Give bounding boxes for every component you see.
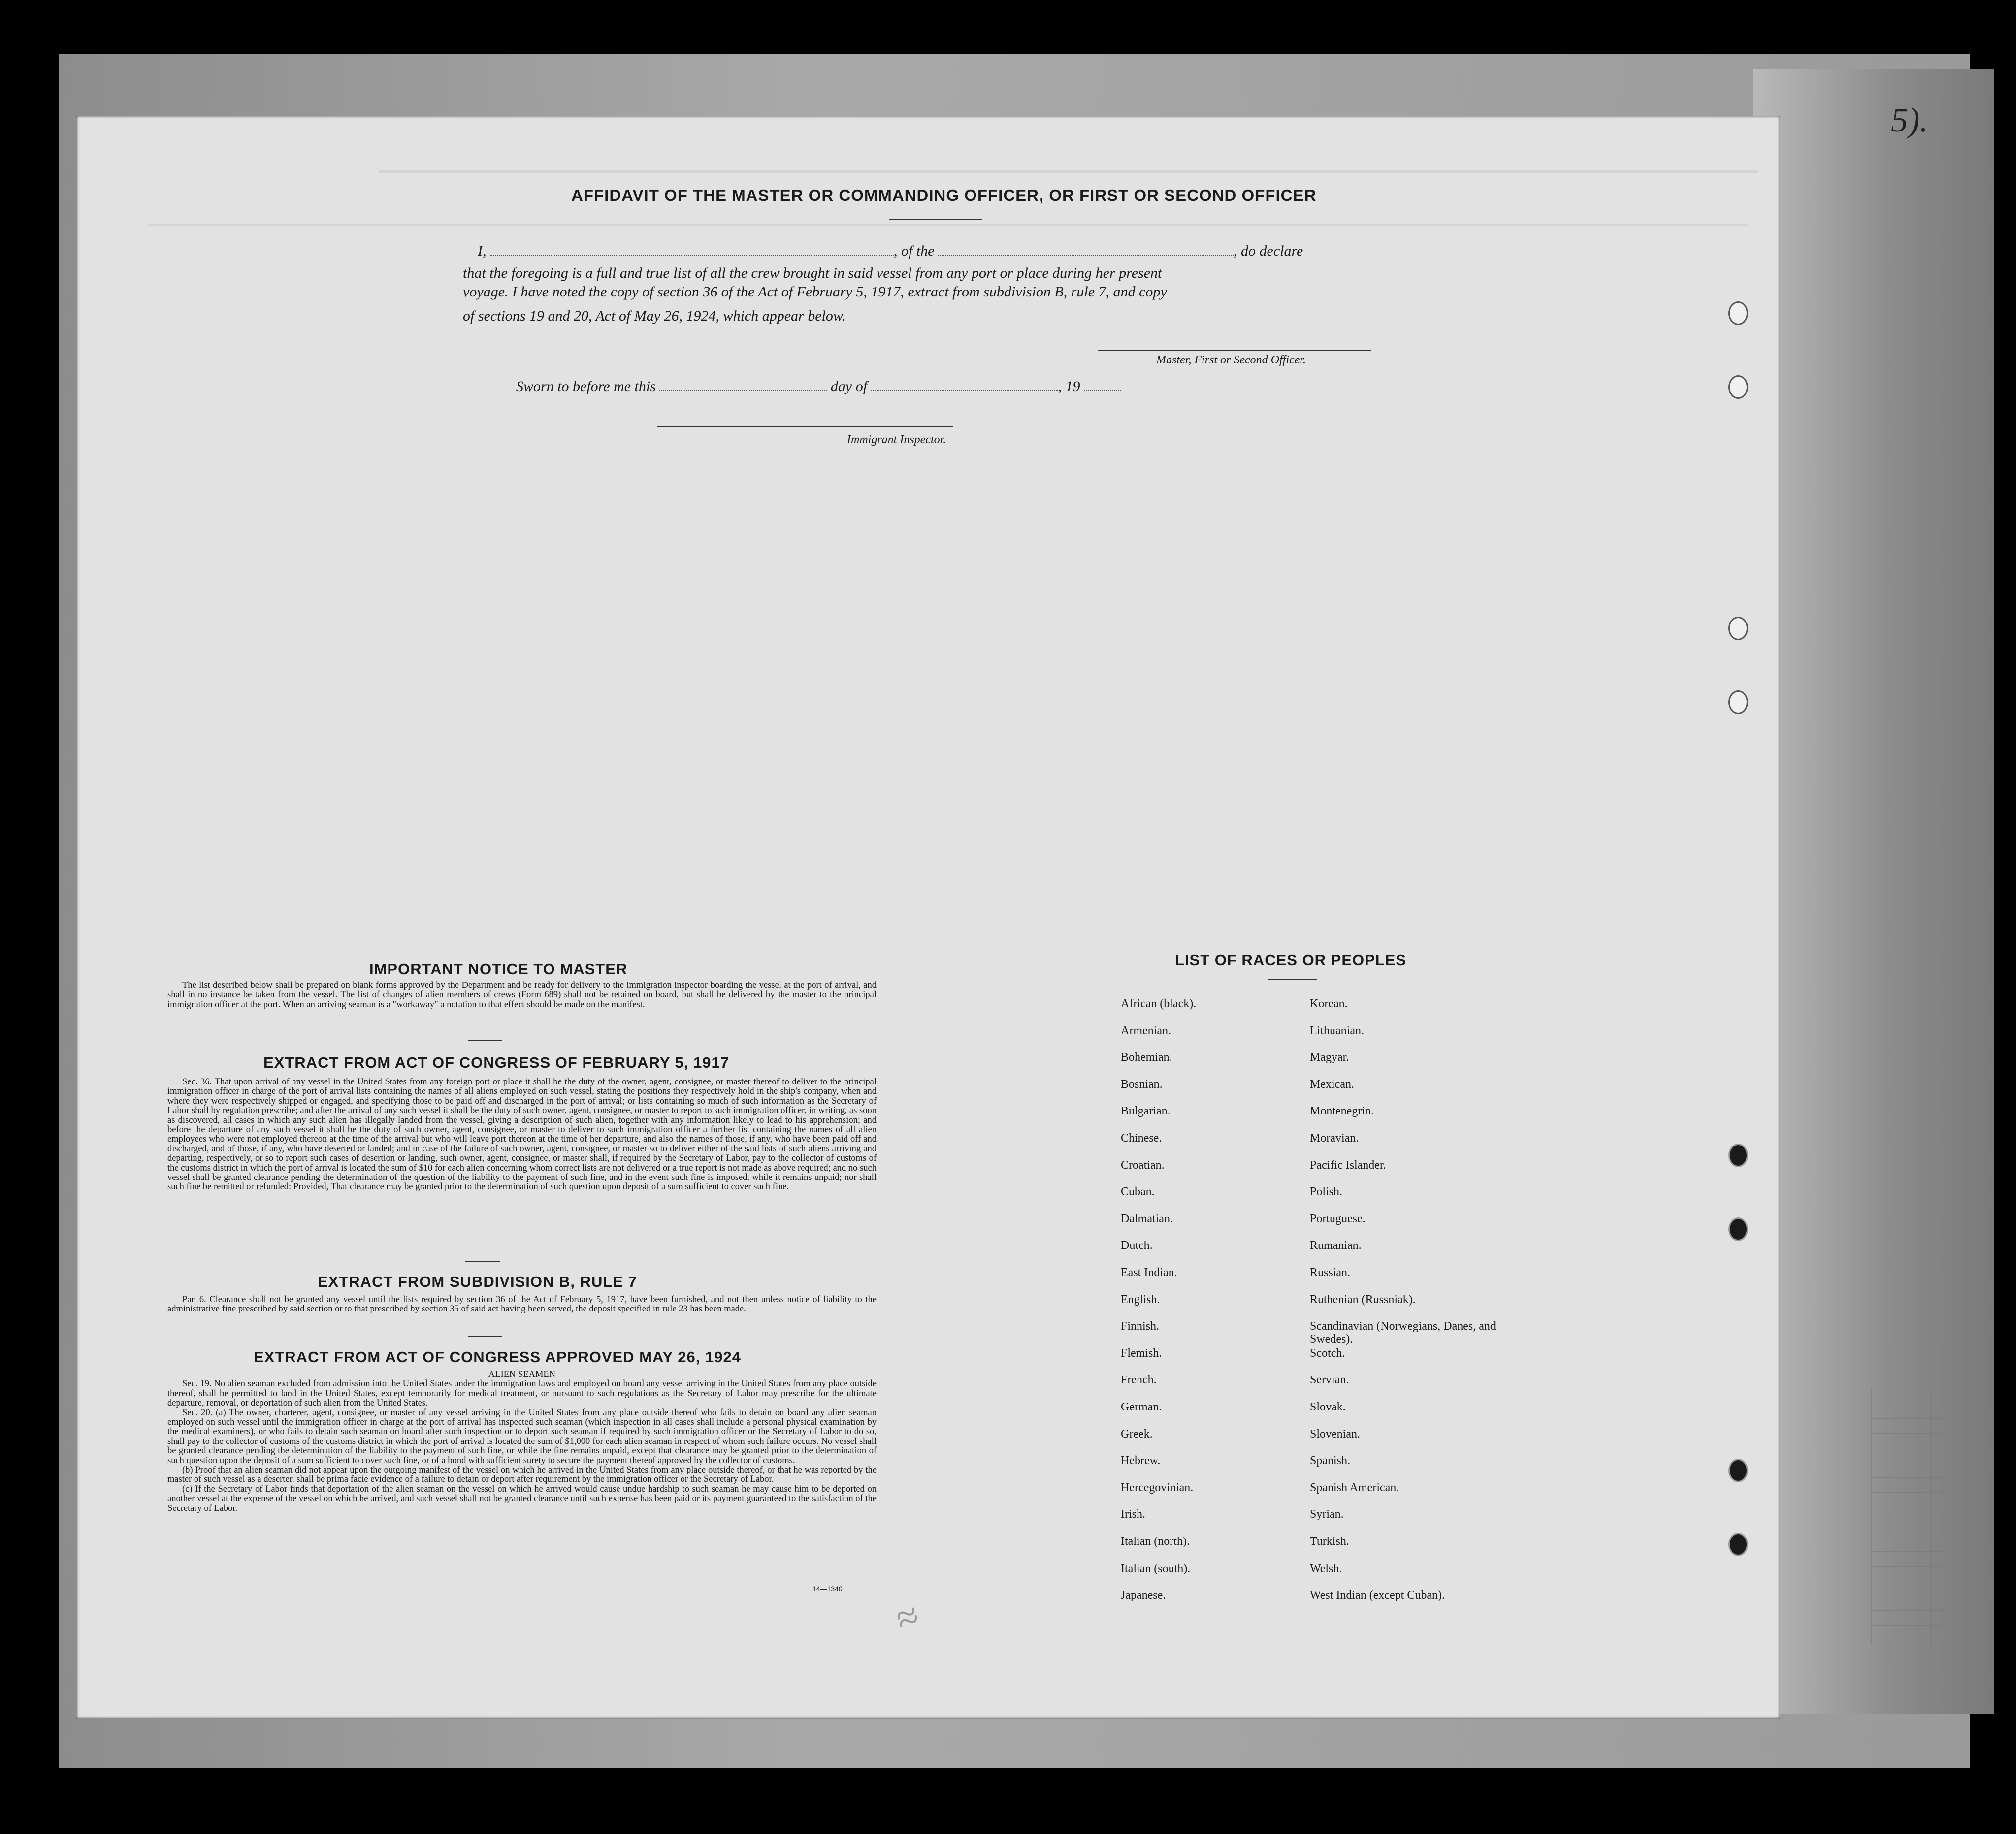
extract-rule7-paragraph: Par. 6. Clearance shall not be granted any vessel until the lists required by section 36 of the Act of February 5, 1917, have been furnished, and not then unless notice of liability to the administrative fine prescribed by said section or to that prescribed by section 35 of said act having been served, the deposit specified in rule 23 has been made. [167, 1295, 877, 1314]
race-item: Lithuanian. [1310, 1024, 1364, 1037]
race-item: Spanish American. [1310, 1481, 1399, 1494]
master-signature-caption: Master, First or Second Officer. [1156, 354, 1306, 366]
race-item: East Indian. [1121, 1266, 1177, 1279]
form-number: 14—1340 [813, 1585, 843, 1593]
race-item: West Indian (except Cuban). [1310, 1589, 1445, 1602]
race-item: Rumanian. [1310, 1239, 1362, 1252]
race-item: Italian (north). [1121, 1535, 1190, 1548]
punch-hole [1728, 617, 1748, 640]
races-title-rule [1268, 979, 1317, 980]
race-item: Slovenian. [1310, 1428, 1360, 1441]
race-item: Dalmatian. [1121, 1212, 1173, 1225]
race-item: Italian (south). [1121, 1562, 1191, 1575]
race-item: Croatian. [1121, 1159, 1165, 1172]
extract-rule7-body [167, 1295, 877, 1314]
punch-hole [1728, 690, 1748, 714]
extract-1924-sec20a: Sec. 20. (a) The owner, charterer, agent, consignee, or master of any vessel arriving in the United States from any place outside thereof who fails to detain on board any alien seaman employed on such vessel until the immigration officer in charge at the port of arrival has inspected such seaman (which inspection in all cases shall include a personal physical examination by the medical examiners), or who fails to detain such seaman on board after such inspection or to deport such seaman if required by such immigration officer or the Secretary of Labor to do so, shall pay to the collector of customs of the customs district in which the port of arrival is located the sum of $1,000 for each alien seaman in respect of whom such failure occurs. No vessel shall be granted clearance pending the determination of the liability to the payment of such fine, or while the fine remains unpaid, except that clearance may be granted prior to the determination of such question upon the deposit of a sum sufficient to cover such fine, or of a bond with sufficient surety to secure the payment thereof approved by the collector of customs. [167, 1408, 877, 1466]
declaration-do-declare: , do declare [1234, 243, 1303, 259]
race-item: Syrian. [1310, 1508, 1344, 1521]
race-item: Cuban. [1121, 1185, 1155, 1198]
race-item: African (black). [1121, 997, 1197, 1010]
race-item: Flemish. [1121, 1347, 1162, 1360]
page-number-mark: 5). [1891, 101, 1928, 139]
pencil-scribble: ≈ [890, 1594, 924, 1642]
race-item: Pacific Islander. [1310, 1159, 1386, 1172]
extract-1924-title: EXTRACT FROM ACT OF CONGRESS APPROVED MAY 26, 1924 [254, 1348, 741, 1366]
races-title: LIST OF RACES OR PEOPLES [1175, 951, 1407, 969]
extract-1924-sec20b: (b) Proof that an alien seaman did not appear upon the outgoing manifest of the vessel on which he arrived in the United States from any place outside thereof, or that he was reported by the master of such vessel as a deserter, shall be prima facie evidence of a failure to detain or deport after requirement by the immigration officer or the Secretary of Labor. [167, 1465, 877, 1485]
race-item: Japanese. [1121, 1589, 1166, 1602]
declaration-line-1 [478, 241, 1403, 261]
race-item: Scandinavian (Norwegians, Danes, and Swedes). [1310, 1320, 1496, 1345]
officer-name-field[interactable] [490, 255, 894, 256]
race-item: Irish. [1121, 1508, 1145, 1521]
punch-hole [1728, 1144, 1748, 1167]
show-through-text [148, 224, 1748, 241]
race-item: Armenian. [1121, 1024, 1171, 1037]
extract-rule7-title: EXTRACT FROM SUBDIVISION B, RULE 7 [318, 1273, 637, 1290]
punch-hole [1728, 1533, 1748, 1556]
race-item: Greek. [1121, 1428, 1153, 1441]
sworn-year-field[interactable] [1084, 390, 1121, 391]
sworn-prefix: Sworn to before me this [516, 378, 656, 394]
race-item: English. [1121, 1293, 1160, 1306]
race-item: Ruthenian (Russniak). [1310, 1293, 1416, 1306]
sworn-year: , 19 [1058, 378, 1080, 394]
section-rule [468, 1040, 502, 1041]
notice-body [167, 981, 877, 1010]
race-item: German. [1121, 1401, 1162, 1413]
section-rule [465, 1261, 500, 1262]
punch-hole [1728, 1459, 1748, 1482]
notice-title: IMPORTANT NOTICE TO MASTER [369, 960, 628, 978]
race-item: Magyar. [1310, 1051, 1349, 1064]
sworn-day-of: day of [830, 378, 868, 394]
declaration-i: I, [478, 243, 487, 259]
race-item: Portuguese. [1310, 1212, 1366, 1225]
race-item: French. [1121, 1374, 1157, 1386]
race-item: Dutch. [1121, 1239, 1153, 1252]
declaration-line-4: of sections 19 and 20, Act of May 26, 1924, which appear below. [463, 308, 846, 324]
extract-1917-paragraph: Sec. 36. That upon arrival of any vessel in the United States from any foreign port or place it shall be the duty of the owner, agent, consignee, or master thereof to deliver to the principal immigration officer in charge of the port of arrival lists containing the names of all aliens employed on such vessel, stating the positions they respectively hold in the ship's company, when and where they were respectively shipped or engaged, and specifying those to be paid off and discharged in the port of arrival; or lists containing so much of such information as the Secretary of Labor shall by regulation prescribe; and after the arrival of any such vessel it shall be the duty of such owner, agent, consignee, or master to report to such immigration officer, in writing, as soon as discovered, all cases in which any such alien has illegally landed from the vessel, giving a description of such alien, together with any information likely to lead to his apprehension; and before the departure of any such vessel it shall be the duty of such owner, agent, consignee, or master to deliver to such immigration officer a further list containing the names of all alien employees who were not employed thereon at the time of the arrival but who will leave port thereon at the time of her departure, and also the names of those, if any, who have been paid off and discharged, and of those, if any, who have deserted or landed; and in case of the failure of such owner, agent, consignee, or master so to deliver either of the said lists of such aliens arriving and departing, respectively, or so to report such cases of desertion or landing, such owner, agent, consignee, or master shall, if required by the Secretary of Labor, pay to the collector of customs of the customs district in which the port of arrival is located the sum of $10 for each alien concerning whom correct lists are not delivered or a true report is not made as above required; and no such vessel shall be granted clearance pending the determination of the question of the liability to the payment of such fine, and in the event such fine is imposed, while it remains unpaid; nor shall such fine be remitted or refunded: Provided, That clearance may be granted prior to the determination of such question upon deposit of a sum sufficient to cover such fine. [167, 1077, 877, 1192]
race-item: Slovak. [1310, 1401, 1346, 1413]
race-item: Moravian. [1310, 1132, 1359, 1145]
race-item: Russian. [1310, 1266, 1351, 1279]
declaration-line-2: that the foregoing is a full and true list of all the crew brought in said vessel from any port or place during her present [463, 265, 1162, 281]
inspector-signature-line[interactable] [657, 426, 953, 427]
race-item: Welsh. [1310, 1562, 1342, 1575]
affidavit-title: AFFIDAVIT OF THE MASTER OR COMMANDING OFFICER, OR FIRST OR SECOND OFFICER [571, 186, 1317, 204]
master-signature-line[interactable] [1098, 350, 1371, 351]
extract-1924-subtitle: ALIEN SEAMEN [488, 1370, 556, 1379]
sworn-line [516, 377, 1205, 396]
inspector-signature-caption: Immigrant Inspector. [847, 433, 946, 446]
race-item: Bohemian. [1121, 1051, 1172, 1064]
punch-hole [1728, 1217, 1748, 1241]
extract-1924-body [167, 1370, 877, 1513]
race-item: Turkish. [1310, 1535, 1349, 1548]
race-item: Bosnian. [1121, 1078, 1163, 1091]
title-rule [889, 219, 982, 220]
race-item: Spanish. [1310, 1454, 1351, 1467]
notice-paragraph: The list described below shall be prepared on blank forms approved by the Department and be ready for delivery to the immigration inspector boarding the vessel at the port of arrival, and shall in no instance be taken from the vessel. The list of changes of alien members of crews (Form 689) shall not be retained on board, but shall be delivered by the master to the principal immigration officer at the port. When an arriving seaman is a "workaway" a notation to that effect should be made on the manifest. [167, 981, 877, 1010]
race-item: Hercegovinian. [1121, 1481, 1194, 1494]
extract-1917-title: EXTRACT FROM ACT OF CONGRESS OF FEBRUARY 5, 1917 [263, 1054, 729, 1071]
race-item: Bulgarian. [1121, 1105, 1171, 1117]
race-item: Servian. [1310, 1374, 1349, 1386]
section-rule [468, 1336, 502, 1337]
race-item: Mexican. [1310, 1078, 1354, 1091]
sworn-month-field[interactable] [871, 390, 1058, 391]
punch-hole [1728, 375, 1748, 399]
extract-1924-sec20c: (c) If the Secretary of Labor finds that deportation of the alien seaman on the vessel on which he arrived would cause undue hardship to such seaman he may cause him to be deported on another vessel at the expense of the vessel on which he arrived, and such vessel shall not be granted clearance until such expense has been paid or its payment guaranteed to the satisfaction of the Secretary of Labor. [167, 1484, 877, 1513]
race-item: Hebrew. [1121, 1454, 1161, 1467]
declaration-of-the: , of the [894, 243, 935, 259]
race-item: Scotch. [1310, 1347, 1345, 1360]
vessel-name-field[interactable] [938, 255, 1234, 256]
extract-1917-body [167, 1078, 877, 1192]
race-item: Korean. [1310, 997, 1348, 1010]
punch-hole [1728, 301, 1748, 325]
race-item: Polish. [1310, 1185, 1343, 1198]
race-item: Finnish. [1121, 1320, 1160, 1333]
race-item: Montenegrin. [1310, 1105, 1374, 1117]
declaration-line-3: voyage. I have noted the copy of section 36 of the Act of February 5, 1917, extract from subdivision B, rule 7, and copy [463, 284, 1167, 300]
extract-1924-sec19: Sec. 19. No alien seaman excluded from admission into the United States under the immigration laws and employed on board any vessel arriving in the United States from any place outside thereof, shall be permitted to land in the United States, except temporarily for medical treatment, or pursuant to such regulations as the Secretary of Labor may prescribe for the ultimate departure, removal, or deportation of such alien from the United States. [167, 1379, 877, 1408]
grid-paper-edge [1871, 1389, 1945, 1645]
sworn-day-field[interactable] [659, 390, 827, 391]
race-item: Chinese. [1121, 1132, 1162, 1145]
